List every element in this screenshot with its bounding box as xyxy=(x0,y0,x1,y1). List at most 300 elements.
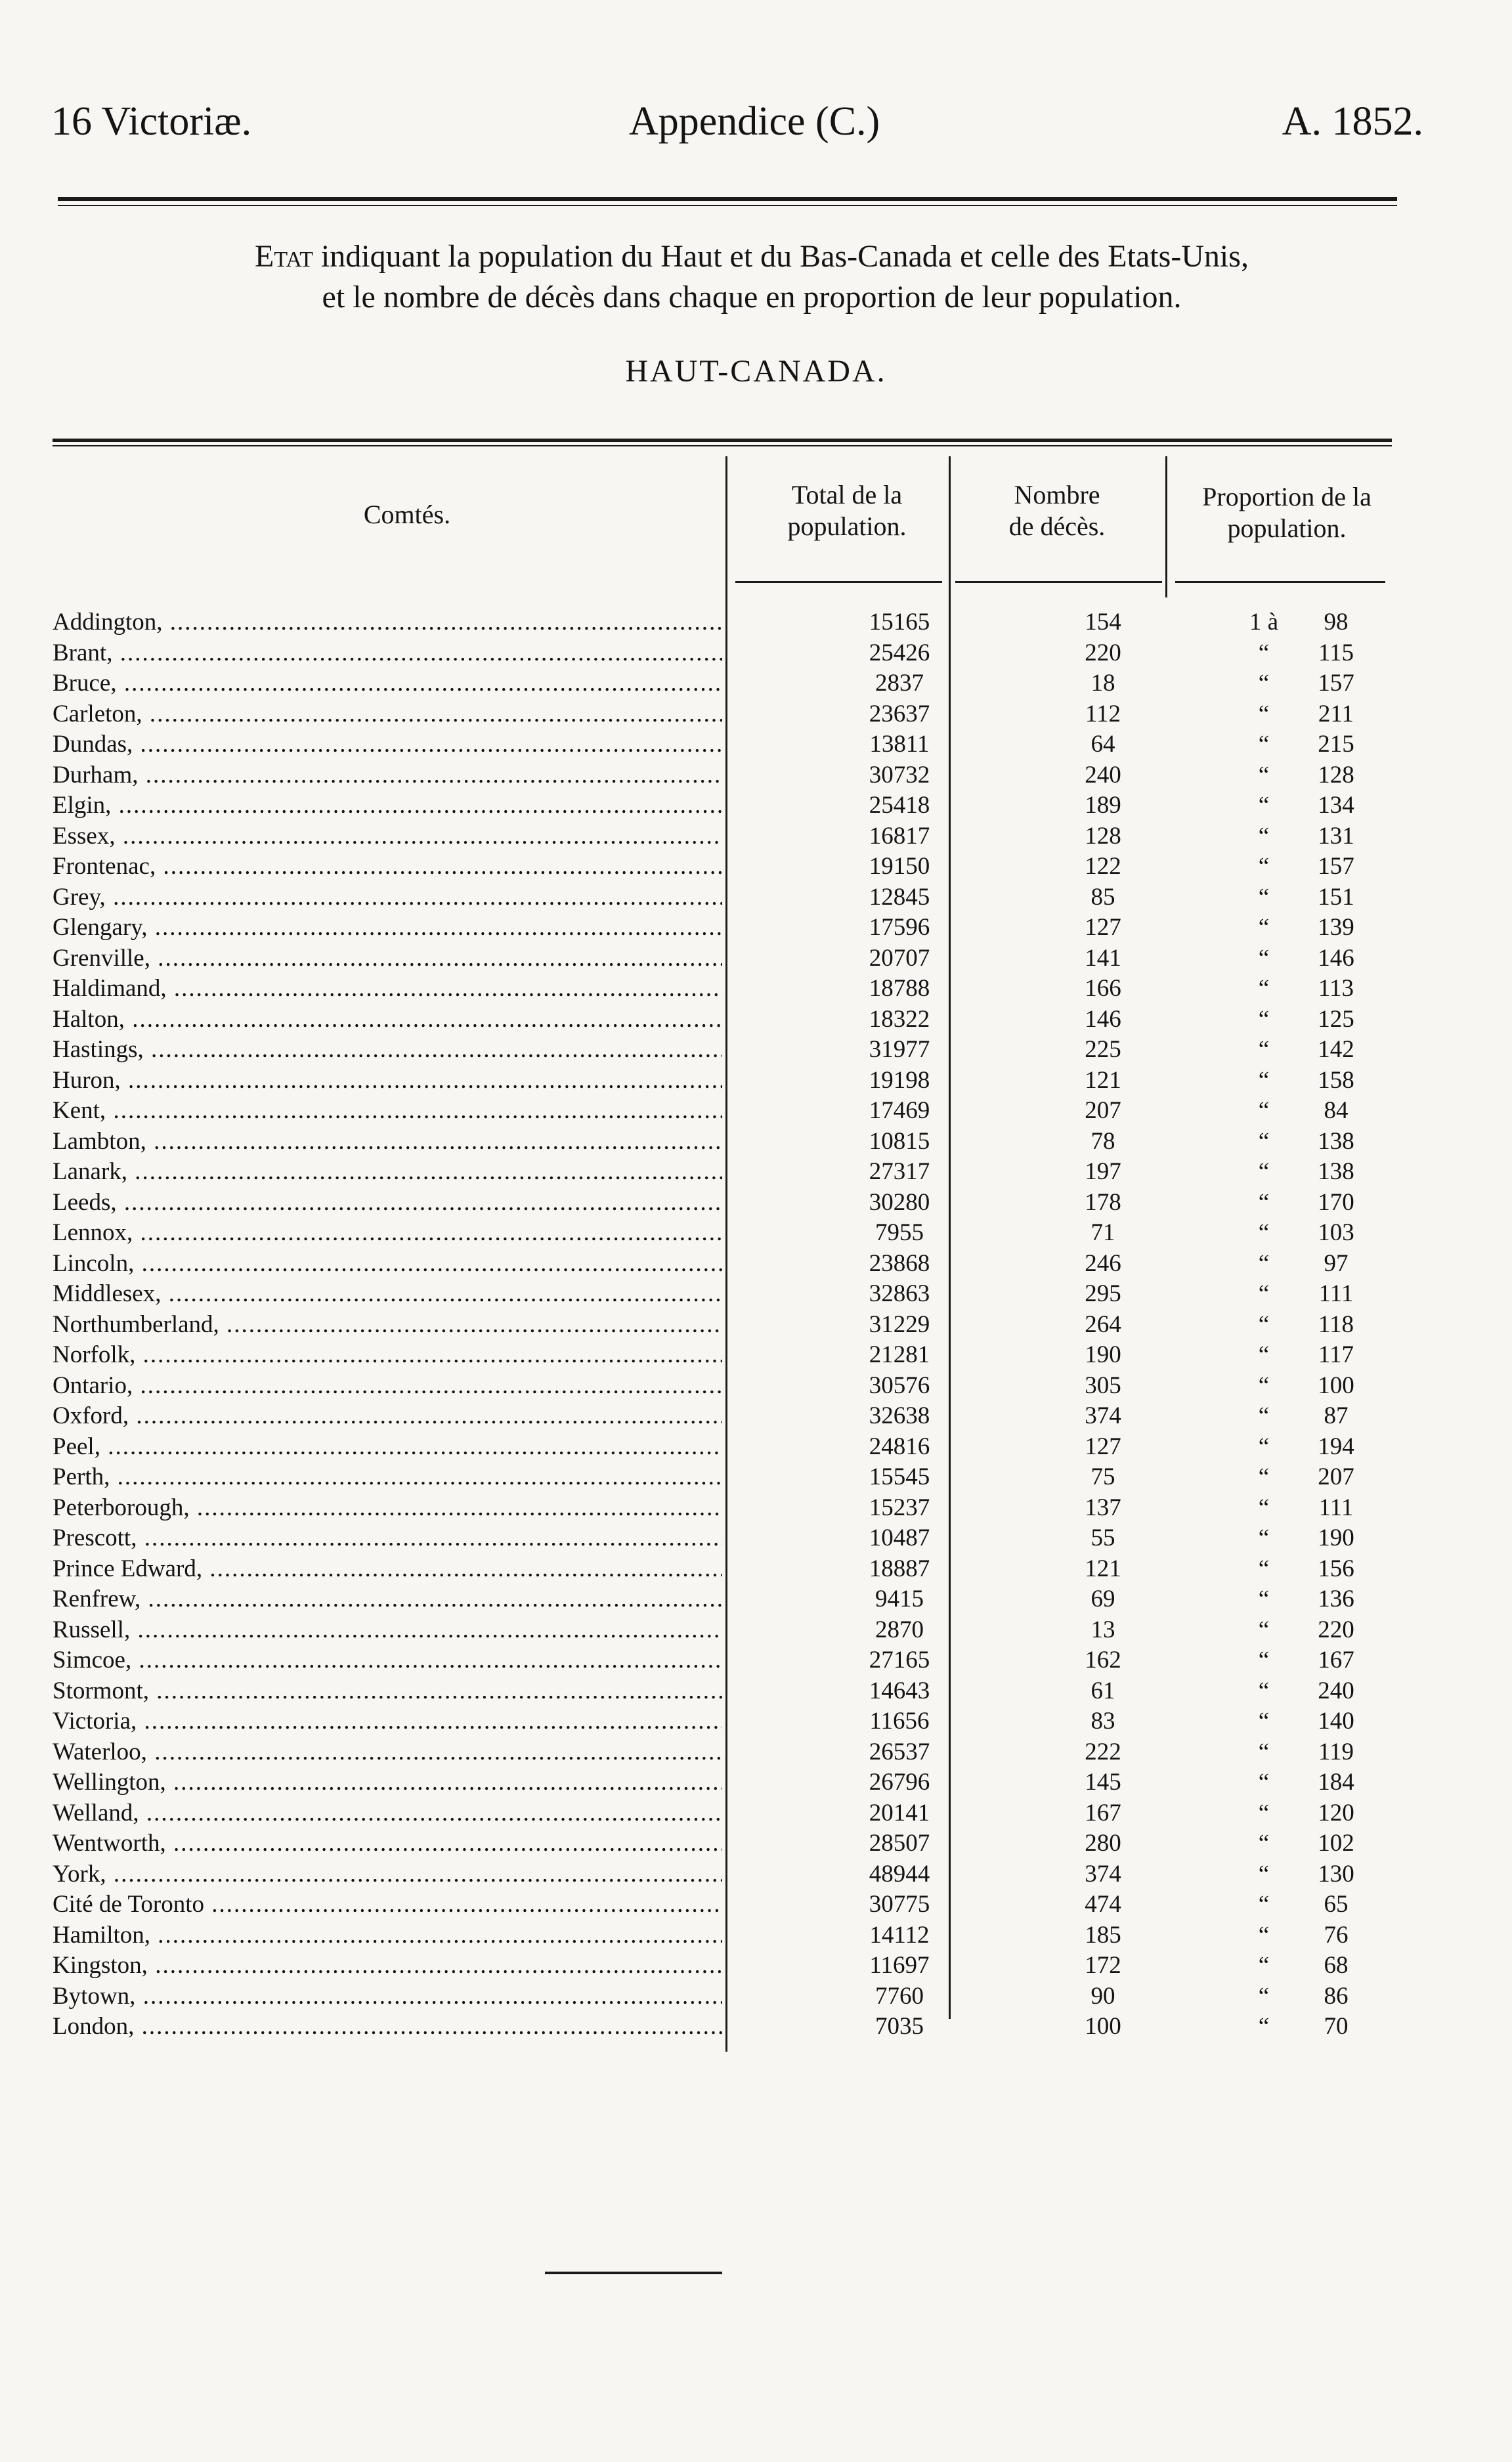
proportion-value xyxy=(1228,1066,1392,1096)
population-value: 12845 xyxy=(869,883,930,911)
table-row xyxy=(53,1951,1392,1981)
county-name: Wellington, ..... xyxy=(53,1767,722,1798)
proportion-value xyxy=(1228,1432,1392,1463)
table-row xyxy=(53,1828,1392,1859)
proportion-value xyxy=(1228,1340,1392,1371)
proportion-denominator: 139 xyxy=(1318,914,1354,941)
deaths-value: 18 xyxy=(1091,670,1115,697)
proportion-denominator: 207 xyxy=(1318,1463,1354,1490)
proportion-value xyxy=(1228,1981,1392,2012)
table-row xyxy=(53,974,1392,1004)
deaths-value: 75 xyxy=(1091,1463,1115,1490)
population-value: 30732 xyxy=(869,761,930,788)
county-name: Prince Edward, ..... xyxy=(53,1554,722,1585)
proportion-denominator: 125 xyxy=(1318,1005,1354,1033)
deaths-value: 474 xyxy=(1085,1891,1121,1918)
county-name: Cité de Toronto ..... xyxy=(53,1890,722,1920)
table-row xyxy=(53,1676,1392,1707)
proportion-prefix: “ xyxy=(1258,853,1270,880)
table-row xyxy=(53,2012,1392,2042)
population-value: 17596 xyxy=(869,914,930,941)
proportion-denominator: 184 xyxy=(1318,1769,1354,1796)
table-row xyxy=(53,1859,1392,1890)
title-line-1 xyxy=(46,236,1458,277)
proportion-prefix: “ xyxy=(1258,1005,1270,1033)
proportion-denominator: 70 xyxy=(1324,2013,1349,2040)
proportion-prefix: “ xyxy=(1258,761,1270,788)
table-row xyxy=(53,760,1392,791)
proportion-value xyxy=(1228,638,1392,669)
table-row xyxy=(53,1004,1392,1035)
county-name: Hamilton, ..... xyxy=(53,1920,722,1951)
county-name: Haldimand, ..... xyxy=(53,974,722,1004)
proportion-value xyxy=(1228,1004,1392,1035)
county-name: Bytown, ..... xyxy=(53,1981,722,2012)
proportion-denominator: 158 xyxy=(1318,1066,1354,1094)
proportion-denominator: 170 xyxy=(1318,1188,1354,1216)
deaths-value: 197 xyxy=(1085,1158,1121,1185)
table-row xyxy=(53,1249,1392,1280)
county-name: Huron, ..... xyxy=(53,1066,722,1096)
proportion-value xyxy=(1228,1645,1392,1676)
deaths-value: 295 xyxy=(1085,1280,1121,1307)
proportion-value xyxy=(1228,1951,1392,1981)
proportion-denominator: 115 xyxy=(1318,639,1354,666)
table-row xyxy=(53,1645,1392,1676)
proportion-value xyxy=(1228,1249,1392,1280)
population-value: 24816 xyxy=(869,1433,930,1460)
proportion-value xyxy=(1228,1767,1392,1798)
table-row xyxy=(53,1188,1392,1219)
table-row xyxy=(53,1493,1392,1524)
proportion-denominator: 111 xyxy=(1318,1494,1354,1521)
population-value: 7760 xyxy=(875,1982,924,2010)
proportion-prefix: “ xyxy=(1258,883,1270,911)
proportion-value xyxy=(1228,882,1392,913)
proportion-prefix: “ xyxy=(1258,1036,1270,1063)
deaths-value: 280 xyxy=(1085,1830,1121,1857)
proportion-prefix: “ xyxy=(1258,1310,1270,1338)
proportion-prefix: “ xyxy=(1258,1494,1270,1521)
deaths-value: 128 xyxy=(1085,822,1121,850)
proportion-denominator: 138 xyxy=(1318,1158,1354,1185)
deaths-value: 71 xyxy=(1091,1219,1115,1246)
county-name: Halton, ..... xyxy=(53,1004,722,1035)
population-value: 28507 xyxy=(869,1830,930,1857)
proportion-value xyxy=(1228,668,1392,699)
title-line-2: et le nombre de décès dans chaque en proportion de leur population. xyxy=(322,280,1182,314)
column-header-deaths-line2: de décès. xyxy=(1008,511,1106,541)
county-name: Russell, ..... xyxy=(53,1615,722,1646)
column-header-deaths-line1: Nombre xyxy=(1014,480,1100,509)
proportion-denominator: 194 xyxy=(1318,1433,1354,1460)
table-row xyxy=(53,1035,1392,1066)
proportion-denominator: 190 xyxy=(1318,1524,1354,1551)
population-value: 23868 xyxy=(869,1249,930,1277)
proportion-denominator: 103 xyxy=(1318,1219,1354,1246)
population-value: 20141 xyxy=(869,1799,930,1826)
proportion-denominator: 167 xyxy=(1318,1647,1354,1674)
county-name: Stormont, ..... xyxy=(53,1676,722,1707)
proportion-value xyxy=(1228,1310,1392,1341)
table-row xyxy=(53,1890,1392,1920)
population-value: 2870 xyxy=(875,1616,924,1643)
proportion-prefix: “ xyxy=(1258,1982,1270,2010)
county-name: Carleton, ..... xyxy=(53,699,722,730)
county-name: Waterloo, ..... xyxy=(53,1737,722,1768)
table-row xyxy=(53,1798,1392,1829)
proportion-value xyxy=(1228,1615,1392,1646)
session-label: 16 Victoriæ. xyxy=(51,99,252,144)
deaths-value: 83 xyxy=(1091,1708,1115,1735)
county-name: Frontenac, ..... xyxy=(53,852,722,882)
proportion-value xyxy=(1228,1584,1392,1615)
population-value: 15165 xyxy=(869,609,930,636)
proportion-prefix: “ xyxy=(1258,639,1270,666)
table-row xyxy=(53,607,1392,638)
table-row xyxy=(53,821,1392,852)
deaths-value: 85 xyxy=(1091,883,1115,911)
county-name: Hastings, ..... xyxy=(53,1035,722,1066)
proportion-prefix: “ xyxy=(1258,944,1270,972)
table-row xyxy=(53,1127,1392,1157)
proportion-prefix: “ xyxy=(1258,1677,1270,1704)
proportion-prefix: “ xyxy=(1258,1524,1270,1551)
county-name: Grenville, ..... xyxy=(53,943,722,974)
county-name: Ontario, ..... xyxy=(53,1371,722,1402)
proportion-prefix: “ xyxy=(1258,914,1270,941)
column-divider-3 xyxy=(1165,456,1167,597)
population-value: 9415 xyxy=(875,1586,924,1612)
population-value: 2837 xyxy=(875,670,924,697)
county-name: Norfolk, ..... xyxy=(53,1340,722,1371)
proportion-denominator: 65 xyxy=(1324,1891,1349,1918)
county-name: Wentworth, ..... xyxy=(53,1828,722,1859)
deaths-value: 69 xyxy=(1091,1586,1115,1612)
table-row xyxy=(53,1096,1392,1127)
proportion-value xyxy=(1228,1157,1392,1188)
population-value: 18788 xyxy=(869,975,930,1002)
table-row xyxy=(53,1462,1392,1493)
proportion-denominator: 211 xyxy=(1318,700,1354,727)
deaths-value: 240 xyxy=(1085,761,1121,788)
header-underline-proportion xyxy=(1175,581,1385,583)
table-row xyxy=(53,943,1392,974)
proportion-denominator: 240 xyxy=(1318,1677,1354,1704)
population-value: 10487 xyxy=(869,1524,930,1551)
county-name: Kingston, ..... xyxy=(53,1951,722,1981)
proportion-denominator: 68 xyxy=(1324,1952,1349,1979)
county-name: London, ..... xyxy=(53,2012,722,2042)
county-name: Renfrew, ..... xyxy=(53,1584,722,1615)
proportion-denominator: 138 xyxy=(1318,1127,1354,1155)
proportion-value xyxy=(1228,1828,1392,1859)
proportion-denominator: 136 xyxy=(1318,1586,1354,1612)
population-value: 16817 xyxy=(869,822,930,850)
header-rule-thin xyxy=(58,205,1397,206)
table-top-rule-thin xyxy=(53,445,1392,446)
county-name: Grey, ..... xyxy=(53,882,722,913)
county-name: Welland, ..... xyxy=(53,1798,722,1829)
deaths-value: 137 xyxy=(1085,1494,1121,1521)
county-name: Brant, ..... xyxy=(53,638,722,669)
table-row xyxy=(53,1432,1392,1463)
year-label: A. 1852. xyxy=(1282,99,1423,144)
table-row xyxy=(53,1920,1392,1951)
table-row xyxy=(53,1157,1392,1188)
proportion-prefix: “ xyxy=(1258,1738,1270,1765)
population-value: 27165 xyxy=(869,1647,930,1674)
proportion-denominator: 128 xyxy=(1318,761,1354,788)
population-value: 32638 xyxy=(869,1402,930,1429)
table-row xyxy=(53,1584,1392,1615)
proportion-value xyxy=(1228,1798,1392,1829)
deaths-value: 127 xyxy=(1085,914,1121,941)
deaths-value: 222 xyxy=(1085,1738,1121,1765)
proportion-denominator: 117 xyxy=(1318,1341,1354,1368)
proportion-prefix: “ xyxy=(1258,822,1270,850)
table-top-rule-thick xyxy=(53,439,1392,442)
deaths-value: 64 xyxy=(1091,731,1115,758)
proportion-prefix: “ xyxy=(1258,1371,1270,1399)
proportion-value xyxy=(1228,943,1392,974)
population-value: 32863 xyxy=(869,1280,930,1307)
county-name: Northumberland, ..... xyxy=(53,1310,722,1341)
appendix-label: Appendice (C.) xyxy=(629,99,880,144)
column-header-population xyxy=(748,479,945,542)
county-name: Leeds, ..... xyxy=(53,1188,722,1219)
proportion-denominator: 87 xyxy=(1324,1402,1349,1429)
header-underline-deaths xyxy=(955,581,1162,583)
county-name: Lennox, ..... xyxy=(53,1218,722,1249)
table-row xyxy=(53,852,1392,882)
population-value: 17469 xyxy=(869,1097,930,1124)
deaths-value: 374 xyxy=(1085,1860,1121,1888)
proportion-value xyxy=(1228,1462,1392,1493)
proportion-value xyxy=(1228,1279,1392,1310)
column-header-proportion xyxy=(1175,481,1398,544)
table-row xyxy=(53,1340,1392,1371)
population-value: 26796 xyxy=(869,1769,930,1796)
proportion-prefix: “ xyxy=(1258,1769,1270,1796)
deaths-value: 55 xyxy=(1091,1524,1115,1551)
county-name: Durham, ..... xyxy=(53,760,722,791)
population-value: 31229 xyxy=(869,1310,930,1338)
proportion-value xyxy=(1228,1676,1392,1707)
population-value: 13811 xyxy=(869,731,930,758)
population-value: 18887 xyxy=(869,1555,930,1582)
proportion-value xyxy=(1228,1523,1392,1554)
column-header-deaths xyxy=(972,479,1142,542)
population-value: 23637 xyxy=(869,700,930,727)
proportion-value xyxy=(1228,1188,1392,1219)
county-name: York, ..... xyxy=(53,1859,722,1890)
proportion-value xyxy=(1228,1737,1392,1768)
proportion-value xyxy=(1228,1920,1392,1951)
table-row xyxy=(53,1401,1392,1432)
proportion-value xyxy=(1228,1493,1392,1524)
population-value: 31977 xyxy=(869,1036,930,1063)
proportion-prefix: “ xyxy=(1258,1433,1270,1460)
proportion-prefix: “ xyxy=(1258,731,1270,758)
population-value: 26537 xyxy=(869,1738,930,1765)
population-value: 7955 xyxy=(875,1219,924,1246)
proportion-denominator: 140 xyxy=(1318,1708,1354,1735)
population-value: 14112 xyxy=(869,1921,930,1949)
proportion-prefix: “ xyxy=(1258,1158,1270,1185)
proportion-prefix: “ xyxy=(1258,1402,1270,1429)
table-row xyxy=(53,1554,1392,1585)
header-rule-thick xyxy=(58,197,1397,201)
table-row xyxy=(53,1218,1392,1249)
table-row xyxy=(53,882,1392,913)
population-value: 19198 xyxy=(869,1066,930,1094)
proportion-denominator: 151 xyxy=(1318,883,1354,911)
deaths-value: 190 xyxy=(1085,1341,1121,1368)
population-value: 7035 xyxy=(875,2013,924,2040)
proportion-value xyxy=(1228,913,1392,943)
proportion-value xyxy=(1228,1096,1392,1127)
county-name: Oxford, ..... xyxy=(53,1401,722,1432)
deaths-value: 112 xyxy=(1085,700,1121,727)
deaths-value: 178 xyxy=(1085,1188,1121,1216)
deaths-value: 207 xyxy=(1085,1097,1121,1124)
proportion-prefix: “ xyxy=(1258,1463,1270,1490)
deaths-value: 264 xyxy=(1085,1310,1121,1338)
column-header-population-line1: Total de la xyxy=(791,480,903,509)
population-value: 30280 xyxy=(869,1188,930,1216)
proportion-prefix: “ xyxy=(1258,2013,1270,2040)
proportion-denominator: 111 xyxy=(1318,1280,1354,1307)
population-value: 27317 xyxy=(869,1158,930,1185)
county-name: Lincoln, ..... xyxy=(53,1249,722,1280)
population-value: 21281 xyxy=(869,1341,930,1368)
proportion-denominator: 97 xyxy=(1324,1249,1349,1277)
proportion-denominator: 100 xyxy=(1318,1371,1354,1399)
proportion-value xyxy=(1228,1706,1392,1737)
county-name: Kent, ..... xyxy=(53,1096,722,1127)
deaths-value: 172 xyxy=(1085,1952,1121,1979)
deaths-value: 90 xyxy=(1091,1982,1115,2010)
proportion-value xyxy=(1228,699,1392,730)
proportion-prefix: “ xyxy=(1258,1891,1270,1918)
proportion-denominator: 120 xyxy=(1318,1799,1354,1826)
proportion-denominator: 156 xyxy=(1318,1555,1354,1582)
proportion-prefix: “ xyxy=(1258,1249,1270,1277)
proportion-prefix: “ xyxy=(1258,670,1270,697)
title-line-1-text: indiquant la population du Haut et du Bas-Canada et celle des Etats-Unis, xyxy=(320,239,1249,274)
population-value: 15545 xyxy=(869,1463,930,1490)
column-header-counties: Comtés. xyxy=(363,500,451,529)
population-value: 25426 xyxy=(869,639,930,666)
proportion-denominator: 84 xyxy=(1324,1097,1349,1124)
deaths-value: 122 xyxy=(1085,853,1121,880)
table-row xyxy=(53,638,1392,669)
county-name: Essex, ..... xyxy=(53,821,722,852)
table-row xyxy=(53,729,1392,760)
proportion-value xyxy=(1228,852,1392,882)
proportion-prefix: 1 à xyxy=(1249,609,1279,636)
population-value: 30576 xyxy=(869,1371,930,1399)
proportion-prefix: “ xyxy=(1258,975,1270,1002)
title-lead-word: Etat xyxy=(255,239,313,274)
table-body xyxy=(53,607,1392,2042)
proportion-value xyxy=(1228,2012,1392,2042)
deaths-value: 374 xyxy=(1085,1402,1121,1429)
table-row xyxy=(53,699,1392,730)
population-value: 30775 xyxy=(869,1891,930,1918)
proportion-prefix: “ xyxy=(1258,1188,1270,1216)
deaths-value: 141 xyxy=(1085,944,1121,972)
county-name: Addington, ..... xyxy=(53,607,722,638)
population-value: 20707 xyxy=(869,944,930,972)
deaths-value: 146 xyxy=(1085,1005,1121,1033)
deaths-value: 61 xyxy=(1091,1677,1115,1704)
population-value: 11697 xyxy=(869,1952,930,1979)
deaths-value: 162 xyxy=(1085,1647,1121,1674)
proportion-prefix: “ xyxy=(1258,1708,1270,1735)
proportion-prefix: “ xyxy=(1258,1860,1270,1888)
column-header-population-line2: population. xyxy=(787,511,907,541)
table-row xyxy=(53,913,1392,943)
proportion-denominator: 215 xyxy=(1318,731,1354,758)
table-row xyxy=(53,1310,1392,1341)
proportion-value xyxy=(1228,1401,1392,1432)
county-name: Simcoe, ..... xyxy=(53,1645,722,1676)
proportion-prefix: “ xyxy=(1258,1280,1270,1307)
proportion-value xyxy=(1228,1035,1392,1066)
table-row xyxy=(53,1737,1392,1768)
proportion-prefix: “ xyxy=(1258,1341,1270,1368)
population-value: 11656 xyxy=(869,1708,930,1735)
county-name: Glengary, ..... xyxy=(53,913,722,943)
table-row xyxy=(53,1767,1392,1798)
proportion-denominator: 118 xyxy=(1318,1310,1354,1338)
deaths-value: 145 xyxy=(1085,1769,1121,1796)
table-row xyxy=(53,668,1392,699)
table-row xyxy=(53,1523,1392,1554)
proportion-denominator: 130 xyxy=(1318,1860,1354,1888)
proportion-value xyxy=(1228,729,1392,760)
proportion-prefix: “ xyxy=(1258,1219,1270,1246)
deaths-value: 305 xyxy=(1085,1371,1121,1399)
county-name: Lambton, ..... xyxy=(53,1127,722,1157)
proportion-denominator: 98 xyxy=(1324,609,1349,636)
deaths-value: 100 xyxy=(1085,2013,1121,2040)
deaths-value: 121 xyxy=(1085,1066,1121,1094)
proportion-prefix: “ xyxy=(1258,1830,1270,1857)
proportion-value xyxy=(1228,1127,1392,1157)
proportion-denominator: 146 xyxy=(1318,944,1354,972)
proportion-denominator: 157 xyxy=(1318,853,1354,880)
deaths-value: 127 xyxy=(1085,1433,1121,1460)
deaths-value: 121 xyxy=(1085,1555,1121,1582)
proportion-prefix: “ xyxy=(1258,1799,1270,1826)
population-value: 15237 xyxy=(869,1494,930,1521)
proportion-denominator: 134 xyxy=(1318,792,1354,819)
proportion-value xyxy=(1228,974,1392,1004)
proportion-value xyxy=(1228,1554,1392,1585)
population-value: 18322 xyxy=(869,1005,930,1033)
proportion-prefix: “ xyxy=(1258,700,1270,727)
proportion-value xyxy=(1228,607,1392,638)
county-name: Bruce, ..... xyxy=(53,668,722,699)
table-row xyxy=(53,790,1392,821)
population-value: 25418 xyxy=(869,792,930,819)
table-title xyxy=(46,236,1458,318)
header-underline-population xyxy=(735,581,942,583)
deaths-value: 225 xyxy=(1085,1036,1121,1063)
